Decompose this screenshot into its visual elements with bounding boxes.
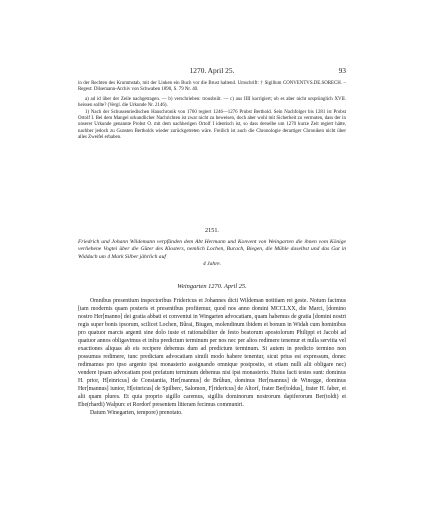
document-summary xyxy=(78,239,346,268)
footnote-1: 1) Nach der Schussenriedischen Hauschronik von 1760 regiert 1246—1276 Probst Berthold. Sein Nachfolger bis 1281 ist Probst Ortolf I. Bei dem Mangel urkundlicher Nachrichten ist zwar nicht zu beweisen, doch aber wohl mit Sicherheit zu vermuten, dass der in unserer Urkunde genannte Probst O. mit dem nachherigen Ortolf I identisch ist, so dass derselbe um 1270 kurze Zeit regiert hätte, nachher jedoch zu Gunsten Bertholds wieder zurückgetreten wäre. Freilich ist auch die Chronologie derartiger Chroniken nicht über alles Zweifel erhaben. xyxy=(78,109,346,141)
summary-end: 4 Jahre. xyxy=(202,260,222,267)
seal-note: in der Rechten des Krummstab, mit der Linken ein Buch vor die Brust haltend. Umschrift: † Sigillum CONVENTVS.DE.SORECH. – Regest: Dilsemann-Archiv von Schwaben 1890, S. 79 Nr. 40. xyxy=(78,81,346,93)
footnote-a: a) ad id über der Zeile nachgetragen. — b) verschrieben: trousbsiit. — c) aus IIII korrigiert; ob es aber nicht ursprünglich XVII. heissen sollte? (Vergl. die Urkunde Nr. 2146). xyxy=(78,96,346,109)
main-text: Omnibus presentium inspectoribus Fridericus et Johannes dicti Wildeman notitiam rei geste. Notum facimus [tam modernis quam posteris et presentibus profitemur, quod nos anno domini MCCLXX, die Marci, [domino nostro Her[manno] dei gratia abbati et conventui in Wingarten advocatiam, quam habemus de gratia [domini nostri regis super bonis ipsorum, scilicet Lochen, Bûrai, Biugen, molendinum ibidem et bonum in Widah cum hominibus pro quatuor marcis argenti sine dolo iuste et rationabiliter de festo beatorum apostolorum Philippi et Jacobi ad quatuor annos obligavimus et infra predictum terminum per nos nec per alios redimere tenemur et nulla servitia vel exactiones aliquas ab eis recipere debemus dum ad predictum terminum. Si autem in predicto termino non possumus redimere, tunc predictam advocatiam simili modo habere tenentur, sicut prius est expressum, donec redimamus pro ipso argento ipsi monasterio assignando omnique postposito, et etiam nulli alii obligare nec) vendere ipsam advocatiam post prefatum terminum debemus nisi ipsi monasterio. Huius facti testes sunt: dominus H. prior, H[einricus] de Constantia, Her[mannus] de Brûhun, dominus Her[mannus] de Winegge, dominus Her[mannus] iunior, H[einricus] de Spilberc, Salomon, F[ridericus] de Altorf, frater Ber[toldus], frater H. faber, et alii quam plures. Et quia proprio sigillo caremus, sigillis dominorum nostrorum dapiferorum Ber(toldi) et Ebe(rhardi) Walpurc et Rordorf presentem litteram fecimus communiri. xyxy=(78,298,346,408)
document-text xyxy=(78,297,346,417)
running-title: 1270. April 25. xyxy=(189,66,235,75)
document-number: 2151. xyxy=(205,227,219,234)
notes-block xyxy=(78,81,346,142)
place-date: Weingarten 1270. April 25. xyxy=(177,283,247,290)
running-header xyxy=(78,66,346,78)
closing-line: Datum Winegarten, tempore) prenotato. xyxy=(90,410,183,416)
page-number: 93 xyxy=(338,66,346,75)
summary-text: Friedrich und Johann Wildemann verpfänden dem Abt Hermann und Konvent von Weingarten die ihnen vom Könige verliehene Vogtei über die Güter des Klosters, nemlich Lochen, Burach, Biegen, die Mühle daselbst und das Gut in Widdach um 4 Mark Silber jährlich auf xyxy=(78,239,346,260)
